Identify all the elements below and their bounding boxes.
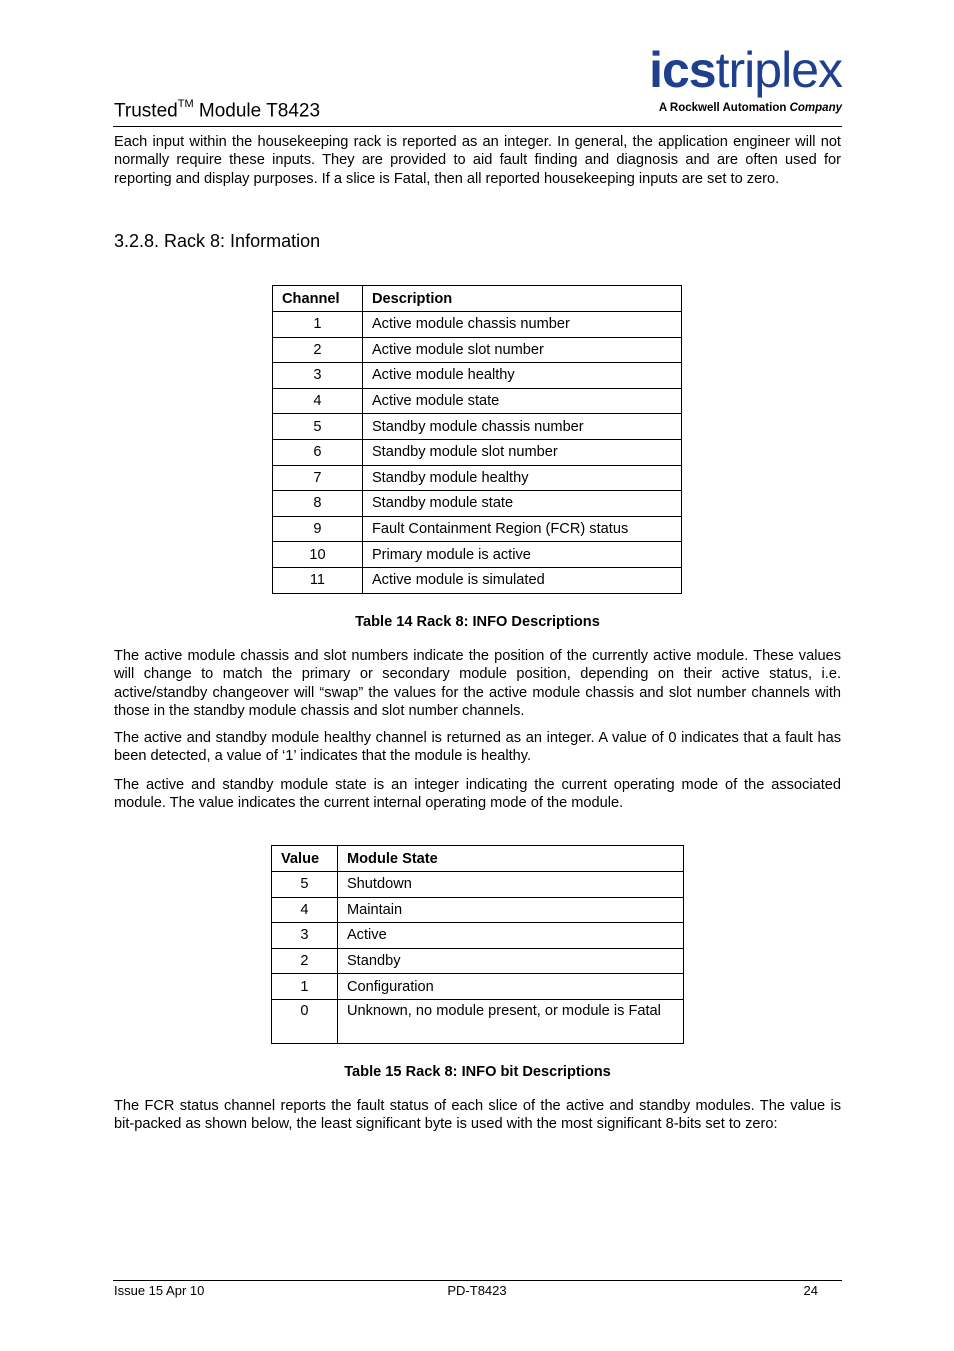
row-key-cell: 11: [273, 567, 363, 593]
row-key-cell: 1: [273, 312, 363, 338]
row-description-cell: Maintain: [337, 897, 683, 923]
info-descriptions-table: [272, 285, 682, 594]
row-description-cell: Active module chassis number: [362, 312, 681, 338]
header-rule: [113, 126, 842, 127]
row-description-cell: Fault Containment Region (FCR) status: [362, 516, 681, 542]
row-key-cell: 3: [272, 923, 338, 949]
row-description-cell: Active module slot number: [362, 337, 681, 363]
table-row: [273, 414, 682, 440]
footer-page-number: 24: [803, 1283, 818, 1298]
table-15-caption: Table 15 Rack 8: INFO bit Descriptions: [344, 1064, 611, 1080]
table-row: [273, 542, 682, 568]
table-row: [273, 567, 682, 593]
section-heading: 3.2.8. Rack 8: Information: [114, 231, 321, 251]
row-key-cell: 4: [273, 388, 363, 414]
row-key-cell: 4: [272, 897, 338, 923]
table-row: [273, 388, 682, 414]
column-header-channel: Channel: [273, 286, 363, 312]
table-row: [273, 439, 682, 465]
row-key-cell: 9: [273, 516, 363, 542]
table-row: [273, 363, 682, 389]
table-row: [272, 872, 684, 898]
row-description-cell: Active module state: [362, 388, 681, 414]
row-key-cell: 1: [272, 974, 338, 1000]
table-row: [273, 312, 682, 338]
row-key-cell: 6: [273, 439, 363, 465]
row-key-cell: 7: [273, 465, 363, 491]
column-header-value: Value: [272, 846, 338, 872]
row-description-cell: Standby module chassis number: [362, 414, 681, 440]
row-description-cell: Active module is simulated: [362, 567, 681, 593]
row-description-cell: Primary module is active: [362, 542, 681, 568]
footer-issue: Issue 15 Apr 10: [114, 1283, 205, 1298]
table-row: [273, 491, 682, 517]
row-key-cell: 5: [273, 414, 363, 440]
row-description-cell: Configuration: [337, 974, 683, 1000]
row-key-cell: 0: [272, 999, 338, 1043]
row-description-cell: Standby module slot number: [362, 439, 681, 465]
footer-rule: [113, 1280, 842, 1281]
row-description-cell: Active module healthy: [362, 363, 681, 389]
module-state-table: [271, 845, 684, 1044]
row-description-cell: Standby module healthy: [362, 465, 681, 491]
table-row: [272, 897, 684, 923]
row-key-cell: 8: [273, 491, 363, 517]
body-paragraph-3: The active and standby module state is an integer indicating the current operating mode of the associated module. The value indicates the current internal operating mode of the module.: [114, 777, 841, 812]
logo-wordmark: icstriplex: [649, 42, 842, 98]
row-key-cell: 2: [272, 948, 338, 974]
row-key-cell: 3: [273, 363, 363, 389]
row-description-cell: Shutdown: [337, 872, 683, 898]
logo-tagline: A Rockwell Automation Company: [658, 102, 842, 114]
row-key-cell: 5: [272, 872, 338, 898]
row-description-cell: Active: [337, 923, 683, 949]
table-row: [273, 337, 682, 363]
trademark-superscript: TM: [177, 98, 194, 110]
fcr-status-paragraph: The FCR status channel reports the fault status of each slice of the active and standby modules. The value is bit-packed as shown below, the least significant byte is used with the most significant 8-bits set to zero:: [114, 1098, 841, 1133]
document-title: Trusted™ Module T8423: [114, 98, 321, 122]
row-key-cell: 2: [273, 337, 363, 363]
table-row: [272, 999, 684, 1043]
company-logo: [612, 42, 844, 122]
row-description-cell: Unknown, no module present, or module is Fatal: [337, 999, 683, 1043]
row-key-cell: 10: [273, 542, 363, 568]
table-row: [272, 974, 684, 1000]
table-row: [273, 516, 682, 542]
table-row: [272, 923, 684, 949]
table-14-caption: Table 14 Rack 8: INFO Descriptions: [355, 614, 600, 630]
column-header-module-state: Module State: [337, 846, 683, 872]
row-description-cell: Standby: [337, 948, 683, 974]
body-paragraph-2: The active and standby module healthy channel is returned as an integer. A value of 0 indicates that a fault has been detected, a value of ‘1’ indicates that the module is healthy.: [114, 730, 841, 765]
column-header-description: Description: [362, 286, 681, 312]
body-paragraph-1: The active module chassis and slot numbers indicate the position of the currently active module. These values will change to match the primary or secondary module position, depending on their active status, i.e. active/standby changeover will “swap” the values for the active module chassis and slot number channels with those in the standby module chassis and slot number channels.: [114, 648, 841, 720]
row-description-cell: Standby module state: [362, 491, 681, 517]
intro-paragraph: Each input within the housekeeping rack is reported as an integer. In general, the application engineer will not normally require these inputs. They are provided to aid fault finding and diagnosis and are often used for reporting and display purposes. If a slice is Fatal, then all reported housekeeping inputs are set to zero.: [114, 134, 841, 187]
footer-document-id: PD-T8423: [447, 1283, 507, 1298]
table-row: [273, 465, 682, 491]
table-row: [272, 948, 684, 974]
